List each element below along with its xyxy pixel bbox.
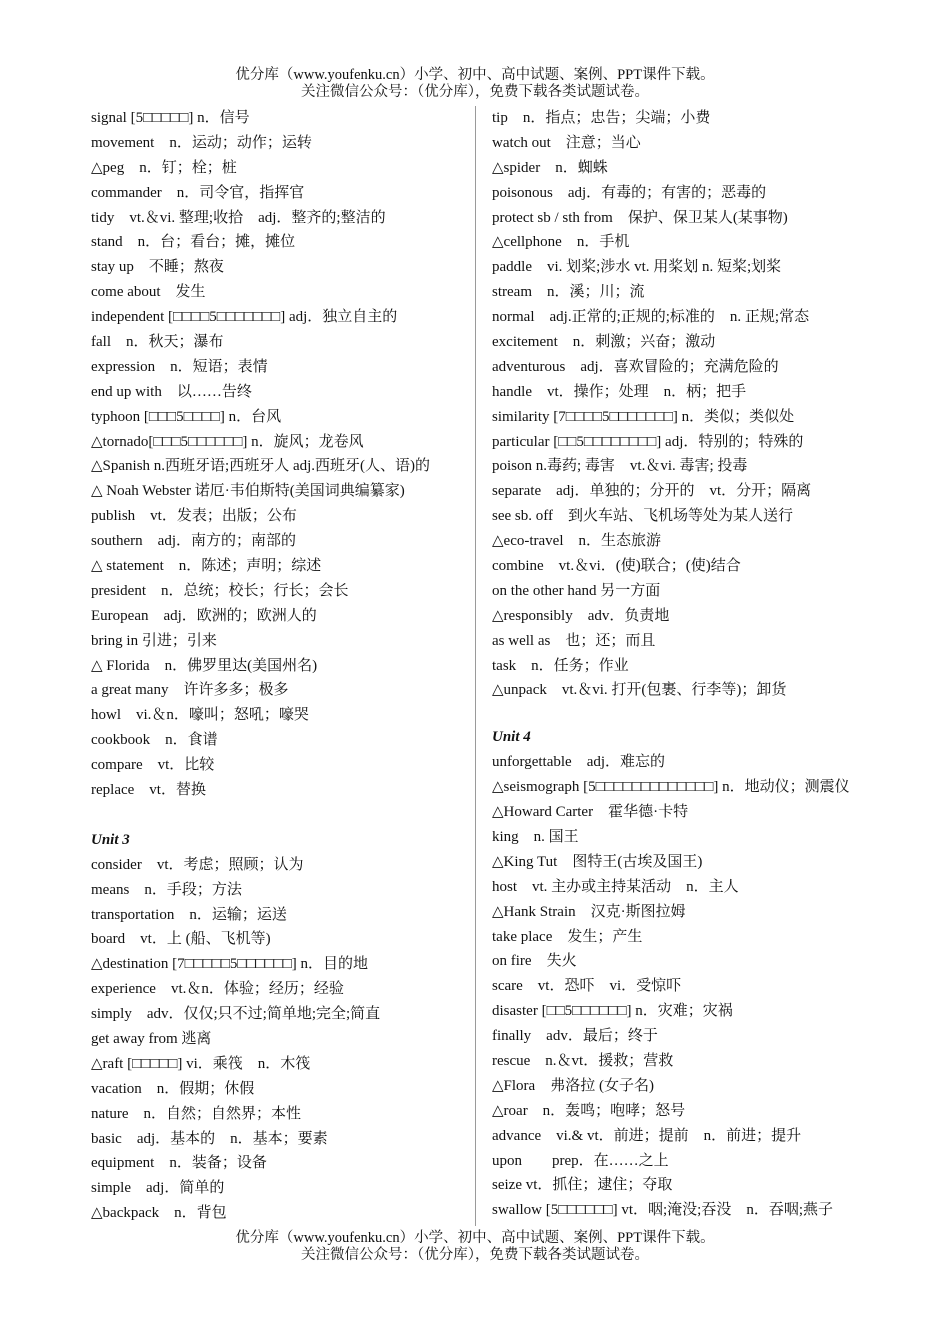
vocab-entry: △Hank Strain 汉克·斯图拉姆 [492,903,686,920]
vocab-entry: scare vt．恐吓 vi．受惊吓 [492,978,682,995]
vocab-entry: independent [□□□□5□□□□□□□] adj．独立自主的 [91,309,398,326]
vocab-entry: southern adj．南方的；南部的 [91,533,296,550]
vocab-entry: △ Florida n．佛罗里达(美国州名) [91,657,318,674]
vocab-entry: △peg n．钉；栓；桩 [91,159,237,176]
vocab-entry: bring in 引进；引来 [91,632,217,649]
vocab-entry: △King Tut 图特王(古埃及国王) [492,853,703,870]
vocab-entry: take place 发生；产生 [492,928,643,945]
vocab-entry: stay up 不睡；熬夜 [91,259,224,276]
vocab-entry: see sb. off 到火车站、飞机场等处为某人送行 [492,508,793,525]
unit-4-heading: Unit 4 [492,729,531,746]
vocab-entry: basic adj．基本的 n．基本；要素 [91,1130,328,1147]
vocab-entry: protect sb / sth from 保护、保卫某人(某事物) [492,209,788,226]
vocab-entry: upon prep．在……之上 [492,1152,669,1169]
vocab-entry: similarity [7□□□□5□□□□□□□] n．类似；类似处 [492,408,795,425]
vocab-entry: △seismograph [5□□□□□□□□□□□□□] n．地动仪；测震仪 [492,779,850,796]
left-column [91,106,471,1226]
left-entries-part-2 [91,853,471,1226]
vocab-entry: handle vt．操作；处理 n．柄；把手 [492,383,747,400]
vocab-entry: △spider n．蜘蛛 [492,159,608,176]
vocab-entry: equipment n．装备；设备 [91,1155,267,1172]
vocab-entry: △Howard Carter 霍华德·卡特 [492,804,689,821]
vocab-entry: poison n.毒药; 毒害 vt.＆vi. 毒害; 投毒 [492,458,748,475]
unit-3-heading: Unit 3 [91,831,130,848]
vocab-entry: △eco-travel n．生态旅游 [492,533,661,550]
column-divider [475,106,476,1226]
vocab-entry: particular [□□5□□□□□□□□] adj．特别的；特殊的 [492,433,804,450]
vocab-entry: △roar n．轰鸣；咆哮；怒号 [492,1102,686,1119]
vocab-entry: transportation n．运输；运送 [91,906,287,923]
vocab-entry: simply adv．仅仅;只不过;简单地;完全;简直 [91,1006,381,1023]
right-entries-part-2 [492,750,852,1223]
header-line-2: 关注微信公众号：（优分库），免费下载各类试题试卷。 [301,84,649,100]
vocab-entry: swallow [5□□□□□□] vt．咽;淹没;吞没 n．吞咽;燕子 [492,1202,834,1219]
vocab-entry: commander n．司令官，指挥官 [91,184,305,201]
page-footer [0,1230,950,1264]
vocab-entry: tidy vt.＆vi. 整理;收拾 adj．整齐的;整洁的 [91,209,386,226]
vocab-entry: combine vt.＆vi．(使)联合；(使)结合 [492,558,741,575]
vocab-entry: means n．手段；方法 [91,881,242,898]
vocab-entry: △Flora 弗洛拉 (女子名) [492,1077,654,1094]
vocab-entry: watch out 注意；当心 [492,134,641,151]
vocab-entry: △unpack vt.＆vi. 打开(包裹、行李等)；卸货 [492,682,787,699]
vocab-entry: rescue n.＆vt．援救；营救 [492,1052,674,1069]
vocab-entry: come about 发生 [91,284,206,301]
vocab-entry: compare vt．比较 [91,757,215,774]
section-gap [91,803,471,828]
vocab-entry: European adj．欧洲的；欧洲人的 [91,607,317,624]
vocab-entry: cookbook n．食谱 [91,732,218,749]
vocab-entry: seize vt．抓住；逮住；夺取 [492,1177,673,1194]
vocab-entry: fall n．秋天；瀑布 [91,334,224,351]
vocab-entry: tip n．指点；忠告；尖端；小费 [492,110,711,126]
vocab-entry: excitement n．刺激；兴奋；激动 [492,334,716,351]
right-entries-part-1 [492,106,852,703]
vocab-entry: △raft [□□□□□] vi．乘筏 n．木筏 [91,1055,311,1072]
vocab-entry: board vt．上 (船、飞机等) [91,931,271,948]
vocab-entry: a great many 许许多多；极多 [91,682,289,699]
vocab-entry: △backpack n．背包 [91,1205,227,1222]
vocab-entry: king n. 国王 [492,828,579,845]
right-column [492,106,852,1223]
vocab-entry: adventurous adj．喜欢冒险的；充满危险的 [492,358,779,375]
vocab-entry: △Spanish n.西班牙语;西班牙人 adj.西班牙(人、语)的 [91,458,431,475]
vocab-entry: advance vi.& vt．前进；提前 n．前进；提升 [492,1127,802,1144]
vocab-entry: vacation n．假期；休假 [91,1080,255,1097]
vocab-entry: stand n．台；看台；摊，摊位 [91,234,296,251]
vocab-entry: experience vt.＆n．体验；经历；经验 [91,981,344,998]
section-gap [492,703,852,725]
vocab-entry: △cellphone n．手机 [492,234,630,251]
vocab-entry: △responsibly adv．负责地 [492,607,670,624]
vocab-entry: on fire 失火 [492,953,577,970]
vocab-entry: △ Noah Webster 诺厄·韦伯斯特(美国词典编纂家) [91,483,405,500]
footer-line-1: 优分库（www.youfenku.cn）小学、初中、高中试题、案例、PPT课件下载。 [235,1230,715,1246]
vocab-entry: as well as 也；还；而且 [492,632,656,649]
vocab-entry: president n．总统；校长；行长；会长 [91,582,349,599]
vocab-entry: end up with 以……告终 [91,383,252,400]
vocab-entry: movement n．运动；动作；运转 [91,134,312,151]
vocab-entry: finally adv．最后；终于 [492,1028,658,1045]
vocab-entry: △tornado[□□□5□□□□□□] n．旋风；龙卷风 [91,433,364,450]
vocab-entry: normal adj.正常的;正规的;标准的 n. 正规;常态 [492,309,810,326]
vocab-entry: task n．任务；作业 [492,657,629,674]
vocab-entry: disaster [□□5□□□□□□] n．灾难；灾祸 [492,1003,733,1020]
vocab-entry: poisonous adj．有毒的；有害的；恶毒的 [492,184,767,201]
footer-line-2: 关注微信公众号：（优分库），免费下载各类试题试卷。 [301,1247,649,1263]
vocab-entry: howl vi.＆n．嚎叫；怒吼；嚎哭 [91,707,309,724]
vocab-entry: △destination [7□□□□□5□□□□□□] n．目的地 [91,956,369,973]
vocab-entry: unforgettable adj．难忘的 [492,754,666,771]
vocab-entry: nature n．自然；自然界；本性 [91,1105,301,1122]
vocab-entry: publish vt．发表；出版；公布 [91,508,297,525]
left-entries-part-1 [91,106,471,803]
vocab-entry: replace vt．替换 [91,782,206,799]
vocab-entry: typhoon [□□□5□□□□] n．台风 [91,408,282,425]
vocab-entry: simple adj．简单的 [91,1180,225,1197]
vocab-entry: separate adj．单独的；分开的 vt．分开；隔离 [492,483,812,500]
vocab-entry: △ statement n．陈述；声明；综述 [91,558,322,575]
page-header [0,67,950,101]
vocab-entry: expression n．短语；表情 [91,358,268,375]
vocab-entry: consider vt．考虑；照顾；认为 [91,856,304,873]
vocab-entry: stream n．溪；川；流 [492,284,645,301]
vocab-entry: get away from 逃离 [91,1030,212,1047]
vocab-entry: signal [5□□□□□] n．信号 [91,110,250,126]
vocab-entry: on the other hand 另一方面 [492,582,661,599]
vocab-entry: host vt. 主办或主持某活动 n．主人 [492,878,739,895]
vocab-entry: paddle vi. 划桨;涉水 vt. 用桨划 n. 短桨;划桨 [492,259,782,276]
header-line-1: 优分库（www.youfenku.cn）小学、初中、高中试题、案例、PPT课件下载。 [235,67,715,83]
